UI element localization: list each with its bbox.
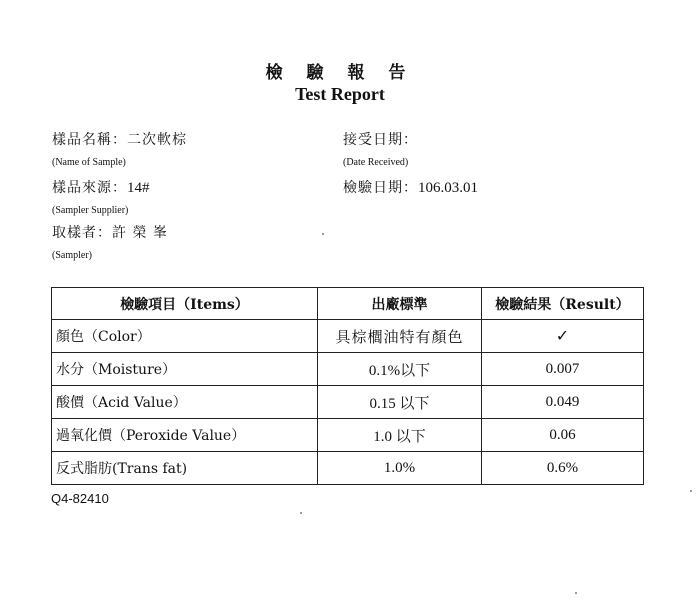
row-item: 酸價（Acid Value） <box>52 386 318 419</box>
row-item: 水分（Moisture） <box>52 353 318 386</box>
sampler-label: 取樣者： <box>52 225 112 241</box>
results-table <box>51 287 644 485</box>
scan-speck <box>300 512 302 514</box>
sample-name-english-label: (Name of Sample) <box>52 157 126 168</box>
table-row <box>52 320 644 353</box>
row-item: 顏色（Color） <box>52 320 318 353</box>
row-item: 過氧化價（Peroxide Value） <box>52 419 318 452</box>
row-standard: 1.0 以下 <box>318 419 482 452</box>
report-title-english: Test Report <box>295 84 385 104</box>
row-standard: 1.0% <box>318 452 482 485</box>
sample-supplier-field <box>52 177 150 197</box>
row-result: 0.007 <box>482 353 644 386</box>
table-row <box>52 386 644 419</box>
table-row <box>52 419 644 452</box>
scan-speck <box>575 592 577 594</box>
sample-name-label: 樣品名稱： <box>52 132 127 148</box>
date-received-english-label: (Date Received) <box>343 157 409 168</box>
test-date-value: 106.03.01 <box>418 180 478 196</box>
document-code: Q4-82410 <box>51 491 109 506</box>
header-standard: 出廠標準 <box>318 288 482 320</box>
sample-name-field <box>52 129 187 149</box>
sample-supplier-value: 14# <box>127 180 150 196</box>
sample-name-value: 二次軟棕 <box>127 132 187 148</box>
row-result: 0.06 <box>482 419 644 452</box>
sampler-value: 許 榮 峯 <box>112 225 168 241</box>
row-result: 0.049 <box>482 386 644 419</box>
table-row <box>52 452 644 485</box>
test-date-field <box>343 177 478 197</box>
row-result: 0.6% <box>482 452 644 485</box>
scan-speck <box>322 233 324 235</box>
report-title-chinese: 檢 驗 報 告 <box>265 63 415 83</box>
header-result: 檢驗結果（Result） <box>482 288 644 320</box>
row-standard: 0.1%以下 <box>318 353 482 386</box>
sample-supplier-english-label: (Sampler Supplier) <box>52 205 129 216</box>
table-header-row <box>52 288 644 320</box>
scan-speck <box>690 490 692 492</box>
sample-supplier-label: 樣品來源： <box>52 180 127 196</box>
checkmark-icon: ✓ <box>482 320 644 353</box>
row-item: 反式脂肪(Trans fat) <box>52 452 318 485</box>
sampler-english-label: (Sampler) <box>52 250 92 261</box>
date-received-field <box>343 129 418 149</box>
sampler-field <box>52 222 168 242</box>
header-items: 檢驗項目（Items） <box>52 288 318 320</box>
row-standard: 0.15 以下 <box>318 386 482 419</box>
row-standard: 具棕櫚油特有顏色 <box>318 320 482 353</box>
test-date-label: 檢驗日期： <box>343 180 418 196</box>
table-row <box>52 353 644 386</box>
date-received-label: 接受日期： <box>343 132 418 148</box>
